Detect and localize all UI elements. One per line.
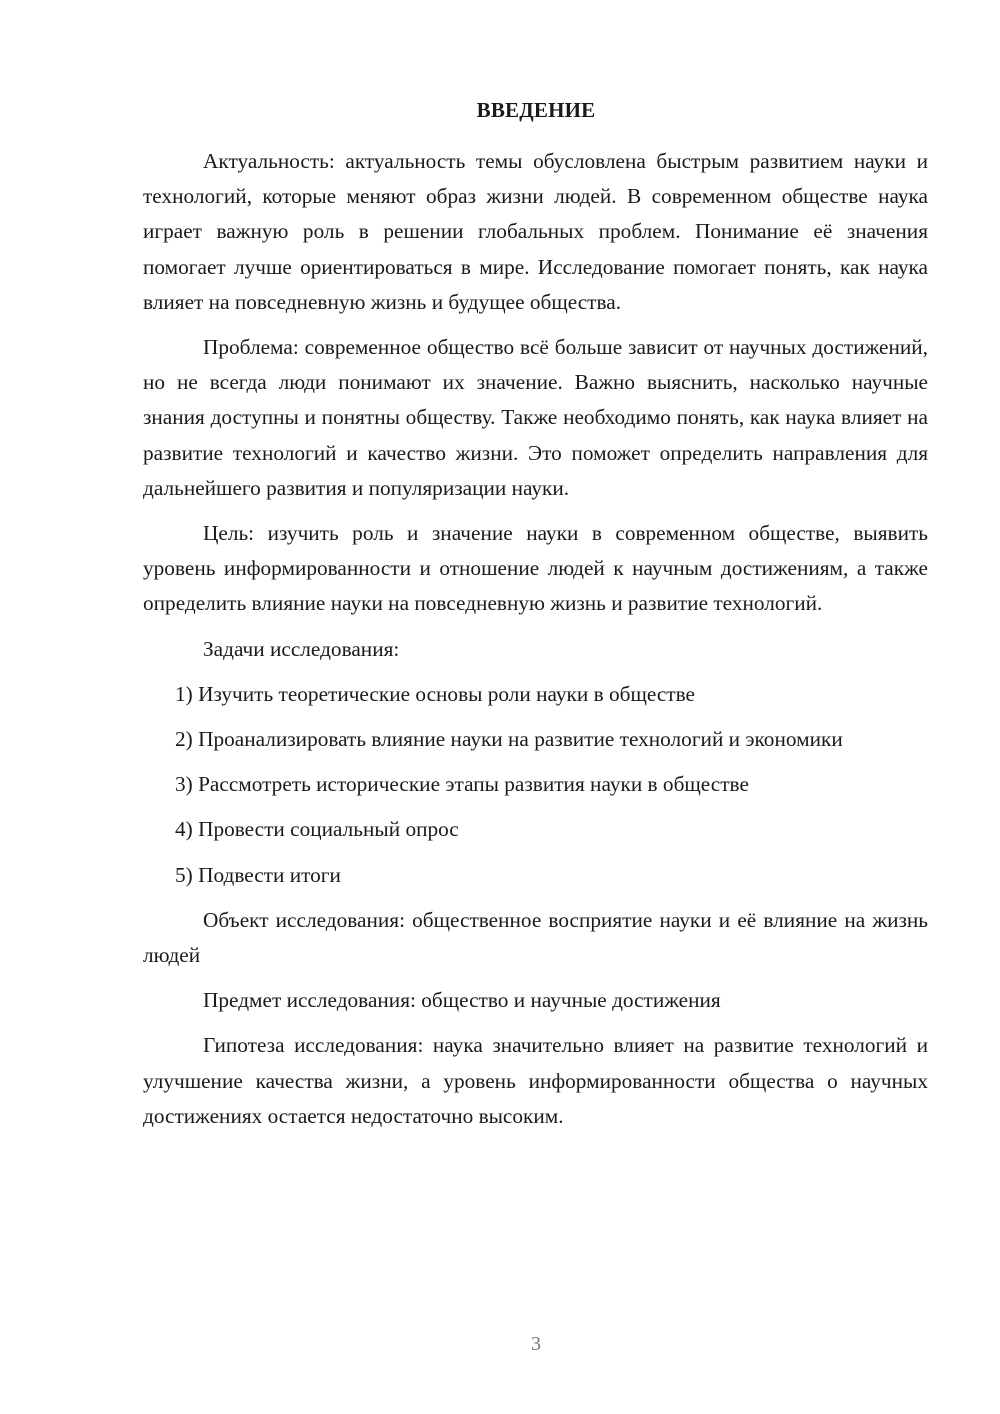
task-item: 1) Изучить теоретические основы роли науки в обществе <box>175 681 695 706</box>
page-number: 3 <box>531 1333 541 1355</box>
tasks-list <box>143 677 928 893</box>
page-content <box>143 144 928 1144</box>
paragraph-subject: Предмет исследования: общество и научные достижения <box>203 988 721 1013</box>
paragraph-object: Объект исследования: общественное восприятие науки и её влияние на жизнь людей <box>143 907 928 968</box>
paragraph-relevance: Актуальность: актуальность темы обусловлена быстрым развитием науки и технологий, которые меняют образ жизни людей. В современном обществе наука играет важную роль в решении глобальных проблем. Понимание её значения помогает лучше ориентироваться в мире. Исследование помогает понять, как наука влияет на повседневную жизнь и будущее общества. <box>143 149 928 314</box>
task-item: 5) Подвести итоги <box>175 862 341 887</box>
page-title: ВВЕДЕНИЕ <box>476 98 596 122</box>
task-item: 4) Провести социальный опрос <box>175 817 459 842</box>
paragraph-hypothesis: Гипотеза исследования: наука значительно влияет на развитие технологий и улучшение качества жизни, а уровень информированности общества о научных достижениях остается недостаточно высоким. <box>143 1033 928 1128</box>
task-item: 2) Проанализировать влияние науки на развитие технологий и экономики <box>175 727 843 752</box>
tasks-heading: Задачи исследования: <box>203 636 400 661</box>
task-item: 3) Рассмотреть исторические этапы развития науки в обществе <box>175 772 749 797</box>
paragraph-problem: Проблема: современное общество всё больше зависит от научных достижений, но не всегда люди понимают их значение. Важно выяснить, насколько научные знания доступны и понятны обществу. Также необходимо понять, как наука влияет на развитие технологий и качество жизни. Это поможет определить направления для дальнейшего развития и популяризации науки. <box>143 335 928 500</box>
paragraph-goal: Цель: изучить роль и значение науки в современном обществе, выявить уровень информированности и отношение людей к научным достижениям, а также определить влияние науки на повседневную жизнь и развитие технологий. <box>143 521 928 616</box>
